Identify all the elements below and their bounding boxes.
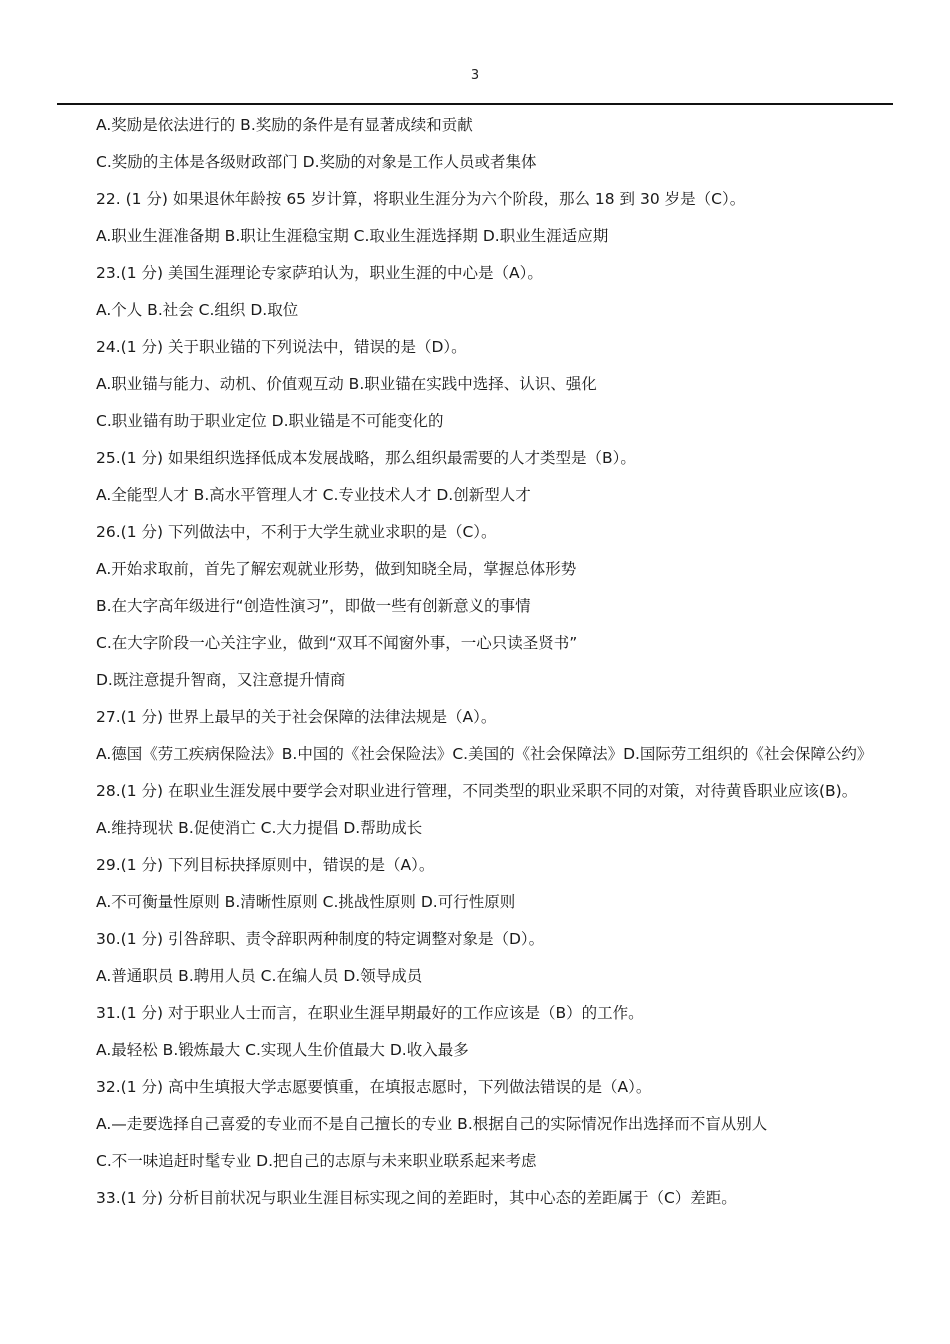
question-line: 29.(1 分) 下列目标抉择原则中，错误的是（A）。 — [96, 856, 435, 874]
options-line: A.个人 B.社会 C.组织 D.取位 — [96, 301, 299, 319]
options-line: A.—走要选择自己喜爱的专业而不是自己擅长的专业 B.根据自己的实际情况作出选择而不盲从别人 — [96, 1115, 768, 1133]
question-line: 25.(1 分) 如果组织选择低成本发展战略，那么组织最需要的人才类型是（B）。 — [96, 449, 636, 467]
question-line: 32.(1 分) 高中生填报大学志愿要慎重，在填报志愿时，下列做法错误的是（A）。 — [96, 1078, 652, 1096]
text-line: C.奖励的主体是各级财政部门 D.奖励的对象是工作人员或者集体 — [96, 153, 537, 171]
options-line: C.职业锚有助于职业定位 D.职业锚是不可能变化的 — [96, 412, 444, 430]
question-line: 27.(1 分) 世界上最早的关于社会保障的法律法规是（A）。 — [96, 708, 497, 726]
question-line: 33.(1 分) 分析目前状况与职业生涯目标实现之间的差距时，其中心态的差距属于（C）差距。 — [96, 1189, 737, 1207]
text-line: A.奖励是依法进行的 B.奖励的条件是有显著成续和贡献 — [96, 116, 473, 134]
document-body — [57, 113, 889, 1223]
question-line: 31.(1 分) 对于职业人士而言，在职业生涯早期最好的工作应该是（B）的工作。 — [96, 1004, 644, 1022]
options-line: A.普通职员 B.聘用人员 C.在编人员 D.领导成员 — [96, 967, 423, 985]
options-line: C.不一味追赶时髦专业 D.把自己的志原与未来职业联系起来考虑 — [96, 1152, 537, 1170]
question-line: 23.(1 分) 美国生涯理论专家萨珀认为，职业生涯的中心是（A）。 — [96, 264, 543, 282]
options-line: A.职业锚与能力、动机、价值观互动 B.职业锚在实践中选择、认识、强化 — [96, 375, 597, 393]
page-number: 3 — [470, 68, 480, 83]
options-line: A.德国《劳工疾病保险法》B.中国的《社会保险法》C.美国的《社会保障法》D.国际劳工组织的《社会保障公约》 — [96, 745, 873, 763]
options-line: A.不可衡量性原则 B.清晰性原则 C.挑战性原则 D.可行性原则 — [96, 893, 516, 911]
question-line: 22. (1 分) 如果退休年龄按 65 岁计算，将职业生涯分为六个阶段，那么 18 到 30 岁是（C）。 — [96, 190, 746, 208]
options-line: B.在大字高年级进行“创造性演习”，即做一些有创新意义的事情 — [96, 597, 531, 615]
header-rule — [57, 103, 893, 105]
question-line: 26.(1 分) 下列做法中，不利于大学生就业求职的是（C）。 — [96, 523, 497, 541]
question-line: 28.(1 分) 在职业生涯发展中要学会对职业进行管理，不同类型的职业采职不同的对策，对待黄昏职业应该(B)。 — [96, 782, 858, 800]
options-line: A.职业生涯准备期 B.职让生涯稳宝期 C.取业生涯选择期 D.职业生涯适应期 — [96, 227, 609, 245]
options-line: A.全能型人才 B.高水平管理人才 C.专业技术人才 D.创新型人才 — [96, 486, 531, 504]
options-line: A.开始求取前，首先了解宏观就业形势，做到知晓全局，掌握总体形势 — [96, 560, 577, 578]
options-line: C.在大字阶段一心关注字业，做到“双耳不闻窗外事，一心只读圣贤书” — [96, 634, 578, 652]
options-line: D.既注意提升智商，又注意提升情商 — [96, 671, 346, 689]
question-line: 30.(1 分) 引咎辞职、责令辞职两种制度的特定调整对象是（D）。 — [96, 930, 545, 948]
options-line: A.最轻松 B.锻炼最大 C.实现人生价值最大 D.收入最多 — [96, 1041, 469, 1059]
question-line: 24.(1 分) 关于职业锚的下列说法中，错误的是（D）。 — [96, 338, 467, 356]
options-line: A.维持现状 B.促使消亡 C.大力提倡 D.帮助成长 — [96, 819, 423, 837]
